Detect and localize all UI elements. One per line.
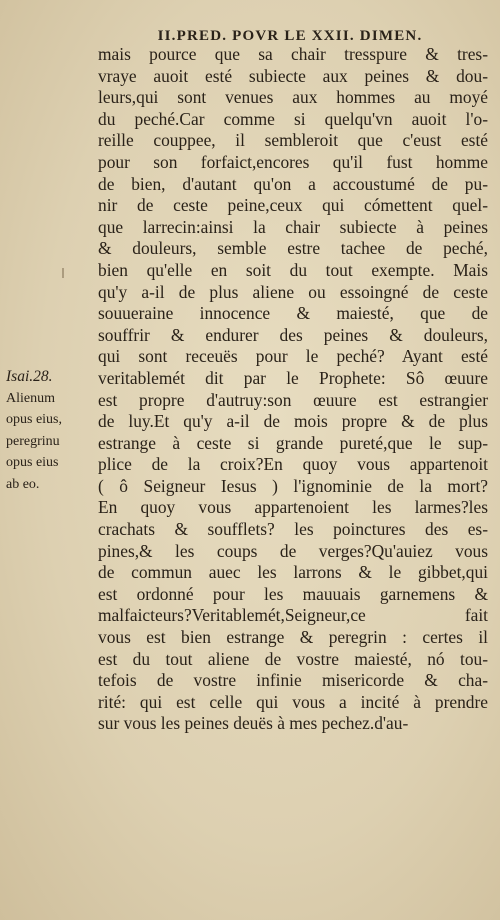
text-line: & douleurs, semble estre tachee de peché,	[98, 238, 488, 259]
text-line: tefois de vostre infinie misericorde & cha-	[98, 670, 488, 691]
text-line: souffrir & endurer des peines & douleurs,	[98, 324, 488, 345]
marginal-note-line: ab eo.	[6, 476, 40, 492]
text-line: sur vous les peines deuës à mes pechez.d'au-	[98, 713, 409, 734]
marginal-note-line: Alienum	[6, 390, 55, 406]
text-line: veritablemét dit par le Prophete: Sô œuure	[98, 367, 488, 388]
text-line: du peché.Car comme si quelqu'vn auoit l'o-	[98, 108, 488, 129]
text-line: estrange à ceste si grande pureté,que le sup-	[98, 432, 488, 453]
marginal-reference: Isai.28.	[6, 368, 53, 385]
text-line: qu'y a-il de plus aliene ou essoingné de ceste	[98, 281, 488, 302]
text-line: qui sont receuës pour le peché? Ayant esté	[98, 346, 488, 367]
text-line: que larrecin:ainsi la chair subiecte à peines	[98, 216, 488, 237]
text-line: bien qu'elle en soit du tout exempte. Mais	[98, 259, 488, 280]
text-line: souueraine innocence & maiesté, que de	[98, 303, 488, 324]
text-line: pour son forfaict,encores qu'il fust homme	[98, 151, 488, 172]
text-line: vous est bien estrange & peregrin : certes il	[98, 627, 488, 648]
text-line: de commun auec les larrons & le gibbet,qui	[98, 562, 488, 583]
margin-mark	[62, 268, 64, 278]
text-line: ( ô Seigneur Iesus ) l'ignominie de la mort?	[98, 475, 488, 496]
text-line: rité: qui est celle qui vous a incité à prendre	[98, 691, 488, 712]
text-line: pines,& les coups de verges?Qu'auiez vous	[98, 540, 488, 561]
marginal-notes	[6, 366, 98, 496]
text-line: est propre d'autruy:son œuure est estrangier	[98, 389, 488, 410]
text-line: de luy.Et qu'y a-il de mois propre & de plus	[98, 411, 488, 432]
text-line: nir de ceste peine,ceux qui cómettent quel-	[98, 195, 488, 216]
text-line: plice de la croix?En quoy vous appartenoit	[98, 454, 488, 475]
running-header: II.PRED. POVR LE XXII. DIMEN.	[157, 28, 423, 44]
text-line: mais pource que sa chair tresspure & tres-	[98, 44, 488, 64]
marginal-note-line: opus eius	[6, 455, 59, 471]
text-line: crachats & soufflets? les poinctures des es-	[98, 519, 488, 540]
text-line: est ordonné pour les mauuais garnemens &	[98, 583, 488, 604]
body-text	[98, 44, 488, 735]
text-line: reille couppee, il sembleroit que c'eust esté	[98, 130, 488, 151]
text-line: leurs,qui sont venues aux hommes au moyé	[98, 87, 488, 108]
marginal-note-line: peregrinu	[6, 433, 60, 449]
marginal-note-line: opus eius,	[6, 412, 62, 428]
text-line: de bien, d'autant qu'on a accoustumé de pu-	[98, 173, 488, 194]
text-line: En quoy vous appartenoient les larmes?les	[98, 497, 488, 518]
text-line: est du tout aliene de vostre maiesté, nó tou-	[98, 648, 488, 669]
text-line: vraye auoit esté subiecte aux peines & dou-	[98, 65, 488, 86]
text-line: malfaicteurs?Veritablemét,Seigneur,ce fait	[98, 605, 488, 626]
